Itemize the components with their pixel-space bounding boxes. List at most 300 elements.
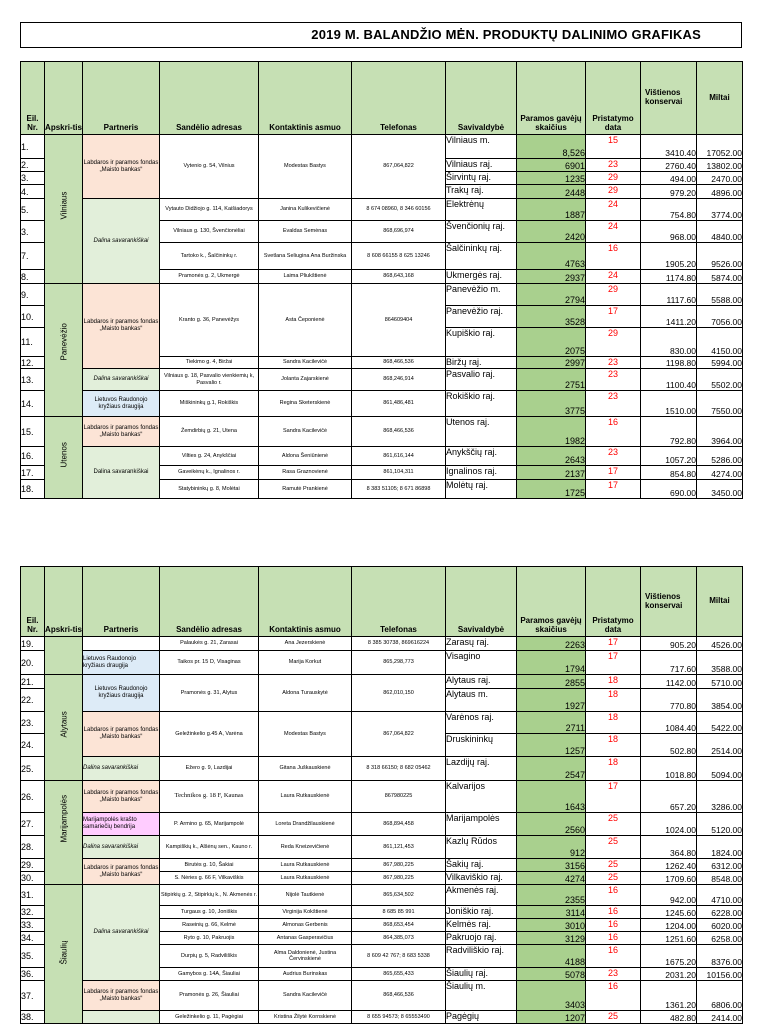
contact-cell: Laura Rutkauskienė: [259, 781, 352, 813]
municipality-cell: Druskininkų: [446, 734, 517, 757]
address-cell: Kampiškių k., Alšėnų sen., Kauno r.: [160, 836, 259, 859]
date-cell: 23: [586, 968, 641, 981]
table-row: [21, 135, 743, 159]
phone-cell: 861,486,481: [352, 391, 446, 417]
row-nr: 28.: [21, 836, 45, 859]
recipients-cell: 2355: [517, 885, 586, 906]
recipients-cell: 1257: [517, 734, 586, 757]
partner-cell: Labdaros ir paramos fondas „Maisto bankas“: [83, 284, 160, 369]
row-nr: 18.: [21, 480, 45, 499]
partner-cell: Labdaros ir paramos fondas „Maisto bankas“: [83, 417, 160, 447]
contact-cell: Marija Korkut: [259, 651, 352, 675]
phone-cell: 864609404: [352, 284, 446, 357]
recipients-cell: 2855: [517, 675, 586, 689]
municipality-cell: Marijampolės: [446, 813, 517, 836]
miltai-cell: 3286.00: [697, 781, 743, 813]
address-cell: Stipirkių g. 2, Stipirkių k., N. Akmenės r.: [160, 885, 259, 906]
contact-cell: Laura Rutkauskienė: [259, 859, 352, 872]
row-nr: 31.: [21, 885, 45, 906]
row-nr: 23.: [21, 712, 45, 734]
county-name: Šiaulių: [59, 939, 68, 964]
municipality-cell: Molėtų raj.: [446, 480, 517, 499]
title-box: [20, 22, 742, 48]
recipients-cell: 1725: [517, 480, 586, 499]
row-nr: 20.: [21, 651, 45, 675]
header-asmuo: Kontaktinis asmuo: [259, 62, 352, 135]
municipality-cell: Vilkaviškio raj.: [446, 872, 517, 885]
contact-cell: Aldona Turauskytė: [259, 675, 352, 712]
date-cell: 25: [586, 1011, 641, 1024]
konservai-cell: 792.80: [641, 417, 697, 447]
konservai-cell: 905.20: [641, 637, 697, 651]
recipients-cell: 3114: [517, 906, 586, 919]
contact-cell: Nijolė Tautkienė: [259, 885, 352, 906]
address-cell: Miškininkų g.1, Rokiškis: [160, 391, 259, 417]
date-cell: 29: [586, 284, 641, 306]
phone-cell: 8 383 51105; 8 671 86898: [352, 480, 446, 499]
konservai-cell: 1361.20: [641, 981, 697, 1011]
table-row: [21, 284, 743, 306]
partner-cell: [83, 637, 160, 651]
miltai-cell: 10156.00: [697, 968, 743, 981]
contact-cell: Regina Sketerskienė: [259, 391, 352, 417]
contact-cell: Modestas Bastys: [259, 135, 352, 199]
municipality-cell: Švenčionių raj.: [446, 221, 517, 243]
contact-cell: Sandra Kacilevičė: [259, 357, 352, 369]
phone-cell: 8 318 66150; 8 682 05462: [352, 757, 446, 781]
table-row: [21, 813, 743, 836]
table-row: [21, 369, 743, 391]
miltai-cell: 6228.00: [697, 906, 743, 919]
row-nr: 36.: [21, 968, 45, 981]
table-row: [21, 781, 743, 813]
county-name: Utenos: [59, 442, 68, 468]
municipality-cell: Kelmės raj.: [446, 919, 517, 932]
date-cell: 16: [586, 906, 641, 919]
row-nr: 10.: [21, 306, 45, 328]
header-telefonas: Telefonas: [352, 567, 446, 637]
konservai-cell: 1411.20: [641, 306, 697, 328]
row-nr: 1.: [21, 135, 45, 159]
konservai-cell: 830.00: [641, 328, 697, 357]
table-row: [21, 391, 743, 417]
recipients-cell: 4763: [517, 243, 586, 270]
address-cell: Geležinkelio g. 11, Pagėgiai: [160, 1011, 259, 1024]
row-nr: 8.: [21, 270, 45, 284]
contact-cell: Loreta Drandžilauskienė: [259, 813, 352, 836]
konservai-cell: 2031.20: [641, 968, 697, 981]
recipients-cell: 1207: [517, 1011, 586, 1024]
address-cell: Pramonės g. 31, Alytus: [160, 675, 259, 712]
header-partneris: Partneris: [83, 62, 160, 135]
date-cell: 18: [586, 757, 641, 781]
county-name: Panevėžio: [59, 322, 68, 360]
table-row: [21, 199, 743, 221]
miltai-cell: 4710.00: [697, 885, 743, 906]
municipality-cell: Šakių raj.: [446, 859, 517, 872]
recipients-cell: 3129: [517, 932, 586, 945]
recipients-cell: 1794: [517, 651, 586, 675]
table-row: [21, 651, 743, 675]
county-cell: [45, 417, 83, 499]
miltai-cell: 4896.00: [697, 185, 743, 199]
recipients-cell: 3775: [517, 391, 586, 417]
row-nr: 35.: [21, 945, 45, 968]
date-cell: 23: [586, 447, 641, 466]
date-cell: 18: [586, 734, 641, 757]
phone-cell: 868,696,974: [352, 221, 446, 243]
row-nr: 34.: [21, 932, 45, 945]
miltai-cell: 3964.00: [697, 417, 743, 447]
recipients-cell: 2448: [517, 185, 586, 199]
miltai-cell: 8376.00: [697, 945, 743, 968]
header-konservai: Vištienos konservai: [641, 62, 697, 135]
konservai-cell: 2760.40: [641, 159, 697, 172]
konservai-cell: 942.00: [641, 885, 697, 906]
municipality-cell: Šiaulių raj.: [446, 968, 517, 981]
row-nr: 37.: [21, 981, 45, 1011]
municipality-cell: Kalvarijos: [446, 781, 517, 813]
table-row: [21, 675, 743, 689]
municipality-cell: Visagino: [446, 651, 517, 675]
miltai-cell: 6312.00: [697, 859, 743, 872]
recipients-cell: 5078: [517, 968, 586, 981]
municipality-cell: Kupiškio raj.: [446, 328, 517, 357]
address-cell: Ryto g. 10, Pakruojis: [160, 932, 259, 945]
miltai-cell: 5588.00: [697, 284, 743, 306]
address-cell: Vilniaus g. 130, Švenčionėliai: [160, 221, 259, 243]
date-cell: 16: [586, 885, 641, 906]
miltai-cell: 4150.00: [697, 328, 743, 357]
municipality-cell: Biržų raj.: [446, 357, 517, 369]
miltai-cell: 6806.00: [697, 981, 743, 1011]
date-cell: 29: [586, 185, 641, 199]
municipality-cell: Ignalinos raj.: [446, 466, 517, 480]
miltai-cell: 5422.00: [697, 712, 743, 734]
miltai-cell: 2470.00: [697, 172, 743, 185]
date-cell: 24: [586, 270, 641, 284]
phone-cell: 865,655,433: [352, 968, 446, 981]
miltai-cell: 5994.00: [697, 357, 743, 369]
address-cell: Statybininkų g. 8, Molėtai: [160, 480, 259, 499]
header-savivaldybe: Savivaldybė: [446, 62, 517, 135]
table-row: [21, 417, 743, 447]
recipients-cell: 6901: [517, 159, 586, 172]
konservai-cell: 1198.80: [641, 357, 697, 369]
header-gavejai: Paramos gavėjų skaičius: [517, 567, 586, 637]
table-row: [21, 1011, 743, 1024]
row-nr: 7.: [21, 243, 45, 270]
recipients-cell: 2547: [517, 757, 586, 781]
konservai-cell: 1024.00: [641, 813, 697, 836]
header-row: [21, 62, 743, 135]
date-cell: 17: [586, 466, 641, 480]
phone-cell: 861,121,453: [352, 836, 446, 859]
header-adresas: Sandėlio adresas: [160, 62, 259, 135]
row-nr: 25.: [21, 757, 45, 781]
address-cell: S. Nėries g. 66 F, Vilkaviškis: [160, 872, 259, 885]
table-row: [21, 885, 743, 906]
konservai-cell: 968.00: [641, 221, 697, 243]
contact-cell: Sandra Kacilevičė: [259, 417, 352, 447]
partner-cell: Labdaros ir paramos fondas „Maisto bankas“: [83, 859, 160, 885]
konservai-cell: 1100.40: [641, 369, 697, 391]
municipality-cell: Vilniaus raj.: [446, 159, 517, 172]
konservai-cell: 690.00: [641, 480, 697, 499]
date-cell: 16: [586, 945, 641, 968]
date-cell: 16: [586, 919, 641, 932]
date-cell: 16: [586, 932, 641, 945]
contact-cell: Svetlana Seliugina Ana Buržinska: [259, 243, 352, 270]
address-cell: P. Armino g. 65, Marijampolė: [160, 813, 259, 836]
header-asmuo: Kontaktinis asmuo: [259, 567, 352, 637]
header-gavejai: Paramos gavėjų skaičius: [517, 62, 586, 135]
header-nr: Eil. Nr.: [21, 62, 45, 135]
date-cell: 23: [586, 369, 641, 391]
address-cell: Vilties g. 24, Anykščiai: [160, 447, 259, 466]
konservai-cell: 3410.40: [641, 135, 697, 159]
municipality-cell: Alytaus m.: [446, 689, 517, 712]
miltai-cell: 8548.00: [697, 872, 743, 885]
recipients-cell: 8,526: [517, 135, 586, 159]
municipality-cell: Vilniaus m.: [446, 135, 517, 159]
contact-cell: Audrius Burinskas: [259, 968, 352, 981]
miltai-cell: 5502.00: [697, 369, 743, 391]
konservai-cell: 482.80: [641, 1011, 697, 1024]
table-row: [21, 712, 743, 734]
recipients-cell: 2263: [517, 637, 586, 651]
partner-cell: Dalina savarankiškai: [83, 757, 160, 781]
municipality-cell: Pakruojo raj.: [446, 932, 517, 945]
address-cell: Taikos pr. 15 D, Visaginas: [160, 651, 259, 675]
phone-cell: 868,466,536: [352, 357, 446, 369]
address-cell: Durpių g. 5, Radviliškis: [160, 945, 259, 968]
miltai-cell: 4526.00: [697, 637, 743, 651]
county-name: Vilniaus: [59, 191, 68, 219]
konservai-cell: 770.80: [641, 689, 697, 712]
municipality-cell: Panevėžio m.: [446, 284, 517, 306]
date-cell: 17: [586, 306, 641, 328]
municipality-cell: Utenos raj.: [446, 417, 517, 447]
miltai-cell: 7550.00: [697, 391, 743, 417]
miltai-cell: 3774.00: [697, 199, 743, 221]
recipients-cell: 2560: [517, 813, 586, 836]
municipality-cell: Panevėžio raj.: [446, 306, 517, 328]
municipality-cell: Anykščių raj.: [446, 447, 517, 466]
date-cell: 17: [586, 651, 641, 675]
header-apskritis: Apskri-tis: [45, 62, 83, 135]
municipality-cell: Joniškio raj.: [446, 906, 517, 919]
county-name: Marijampolės: [59, 794, 68, 843]
konservai-cell: 1174.80: [641, 270, 697, 284]
partner-cell: Dalina savarankiškai: [83, 369, 160, 391]
address-cell: Technikos g. 18 F, Kaunas: [160, 781, 259, 813]
contact-cell: Asta Čeponienė: [259, 284, 352, 357]
row-nr: 27.: [21, 813, 45, 836]
miltai-cell: 3854.00: [697, 689, 743, 712]
phone-cell: 868,643,168: [352, 270, 446, 284]
konservai-cell: 1251.60: [641, 932, 697, 945]
municipality-cell: Širvintų raj.: [446, 172, 517, 185]
konservai-cell: 1675.20: [641, 945, 697, 968]
address-cell: Raseinių g. 66, Kelmė: [160, 919, 259, 932]
miltai-cell: 17052.00: [697, 135, 743, 159]
miltai-cell: 3450.00: [697, 480, 743, 499]
recipients-cell: 1235: [517, 172, 586, 185]
county-cell: [45, 284, 83, 417]
konservai-cell: 494.00: [641, 172, 697, 185]
row-nr: 30.: [21, 872, 45, 885]
address-cell: Tartoko k., Šalčininkų r.: [160, 243, 259, 270]
address-cell: Kranto g. 36, Panevėžys: [160, 284, 259, 357]
municipality-cell: Elektrėnų: [446, 199, 517, 221]
phone-cell: 868,466,536: [352, 417, 446, 447]
konservai-cell: 1245.60: [641, 906, 697, 919]
phone-cell: 868,653,454: [352, 919, 446, 932]
contact-cell: Almonas Gerbenis: [259, 919, 352, 932]
schedule-table-1: [20, 61, 743, 499]
schedule-table-2: [20, 566, 743, 1024]
miltai-cell: 7056.00: [697, 306, 743, 328]
recipients-cell: 4274: [517, 872, 586, 885]
phone-cell: 862,010,150: [352, 675, 446, 712]
header-partneris: Partneris: [83, 567, 160, 637]
county-name: Alytaus: [59, 711, 68, 738]
address-cell: Pramonės g. 26, Šiauliai: [160, 981, 259, 1011]
konservai-cell: 1204.00: [641, 919, 697, 932]
konservai-cell: 1117.60: [641, 284, 697, 306]
partner-cell: Labdaros ir paramos fondas „Maisto bankas“: [83, 135, 160, 199]
phone-cell: 861,104,311: [352, 466, 446, 480]
partner-cell: Dalina savarankiškai: [83, 836, 160, 859]
recipients-cell: 1643: [517, 781, 586, 813]
address-cell: Geležinkelio g.45 A, Varėna: [160, 712, 259, 757]
phone-cell: 867,064,822: [352, 712, 446, 757]
county-cell: [45, 675, 83, 781]
konservai-cell: 1057.20: [641, 447, 697, 466]
phone-cell: 868,246,914: [352, 369, 446, 391]
miltai-cell: 5094.00: [697, 757, 743, 781]
konservai-cell: 1142.00: [641, 675, 697, 689]
row-nr: 26.: [21, 781, 45, 813]
contact-cell: Laura Rutkauskienė: [259, 872, 352, 885]
address-cell: Tiekimo g. 4, Biržai: [160, 357, 259, 369]
date-cell: 18: [586, 712, 641, 734]
miltai-cell: 5874.00: [697, 270, 743, 284]
recipients-cell: 2711: [517, 712, 586, 734]
row-nr: 38.: [21, 1011, 45, 1024]
miltai-cell: 1824.00: [697, 836, 743, 859]
row-nr: 4.: [21, 185, 45, 199]
phone-cell: 867,064,822: [352, 135, 446, 199]
konservai-cell: 1905.20: [641, 243, 697, 270]
phone-cell: 8 685 85 991: [352, 906, 446, 919]
recipients-cell: 2751: [517, 369, 586, 391]
date-cell: 23: [586, 159, 641, 172]
partner-cell: Lietuvos Raudonojo kryžiaus draugija: [83, 675, 160, 712]
miltai-cell: 4274.00: [697, 466, 743, 480]
date-cell: 25: [586, 859, 641, 872]
date-cell: 16: [586, 417, 641, 447]
header-apskritis: Apskri-tis: [45, 567, 83, 637]
header-savivaldybe: Savivaldybė: [446, 567, 517, 637]
recipients-cell: 3528: [517, 306, 586, 328]
date-cell: 18: [586, 675, 641, 689]
municipality-cell: Pasvalio raj.: [446, 369, 517, 391]
miltai-cell: 4840.00: [697, 221, 743, 243]
contact-cell: Jolanta Zajarskienė: [259, 369, 352, 391]
date-cell: 29: [586, 328, 641, 357]
address-cell: Pramonės g. 2, Ukmergė: [160, 270, 259, 284]
date-cell: 17: [586, 480, 641, 499]
date-cell: 25: [586, 836, 641, 859]
municipality-cell: Trakų raj.: [446, 185, 517, 199]
recipients-cell: 3156: [517, 859, 586, 872]
miltai-cell: 2414.00: [697, 1011, 743, 1024]
recipients-cell: 2997: [517, 357, 586, 369]
konservai-cell: 1018.80: [641, 757, 697, 781]
date-cell: 16: [586, 981, 641, 1011]
header-konservai: Vištienos konservai: [641, 567, 697, 637]
date-cell: 18: [586, 689, 641, 712]
row-nr: 3.: [21, 221, 45, 243]
row-nr: 9.: [21, 284, 45, 306]
contact-cell: Ana Jezerskienė: [259, 637, 352, 651]
date-cell: 24: [586, 199, 641, 221]
table-row: [21, 757, 743, 781]
municipality-cell: Rokiškio raj.: [446, 391, 517, 417]
miltai-cell: 2514.00: [697, 734, 743, 757]
header-row: [21, 567, 743, 637]
phone-cell: 865,298,773: [352, 651, 446, 675]
date-cell: 17: [586, 781, 641, 813]
date-cell: 17: [586, 637, 641, 651]
partner-cell: [83, 1011, 160, 1024]
date-cell: 23: [586, 391, 641, 417]
address-cell: Ežero g. 9, Lazdijai: [160, 757, 259, 781]
header-miltai: Miltai: [697, 62, 743, 135]
contact-cell: Janina Kulikevičienė: [259, 199, 352, 221]
recipients-cell: 1887: [517, 199, 586, 221]
phone-cell: 8 608 66155 8 625 13246: [352, 243, 446, 270]
row-nr: 16.: [21, 447, 45, 466]
municipality-cell: Lazdijų raj.: [446, 757, 517, 781]
partner-cell: Labdaros ir paramos fondas „Maisto bankas“: [83, 981, 160, 1011]
konservai-cell: 854.80: [641, 466, 697, 480]
contact-cell: Kristina Žilytė Kornskienė: [259, 1011, 352, 1024]
phone-cell: 868,466,536: [352, 981, 446, 1011]
contact-cell: Antanas Gasperavičius: [259, 932, 352, 945]
county-cell: [45, 135, 83, 284]
recipients-cell: 3403: [517, 981, 586, 1011]
contact-cell: Aldona Šeniūnienė: [259, 447, 352, 466]
recipients-cell: 912: [517, 836, 586, 859]
phone-cell: 867980225: [352, 781, 446, 813]
konservai-cell: 364.80: [641, 836, 697, 859]
page-title: 2019 M. BALANDŽIO MĖN. PRODUKTŲ DALINIMO GRAFIKAS: [311, 27, 701, 42]
partner-cell: Lietuvos Raudonojo kryžiaus draugija: [83, 651, 160, 675]
date-cell: 25: [586, 813, 641, 836]
phone-cell: 8 674 08960, 8 346 60156: [352, 199, 446, 221]
county-cell: [45, 885, 83, 1024]
table-row: [21, 836, 743, 859]
municipality-cell: Radviliškio raj.: [446, 945, 517, 968]
miltai-cell: 6258.00: [697, 932, 743, 945]
address-cell: Gaveikėnų k., Ignalinos r.: [160, 466, 259, 480]
header-data: Pristatymo data: [586, 567, 641, 637]
municipality-cell: Varėnos raj.: [446, 712, 517, 734]
address-cell: Vytauto Didžiojo g. 114, Kaišiadorys: [160, 199, 259, 221]
